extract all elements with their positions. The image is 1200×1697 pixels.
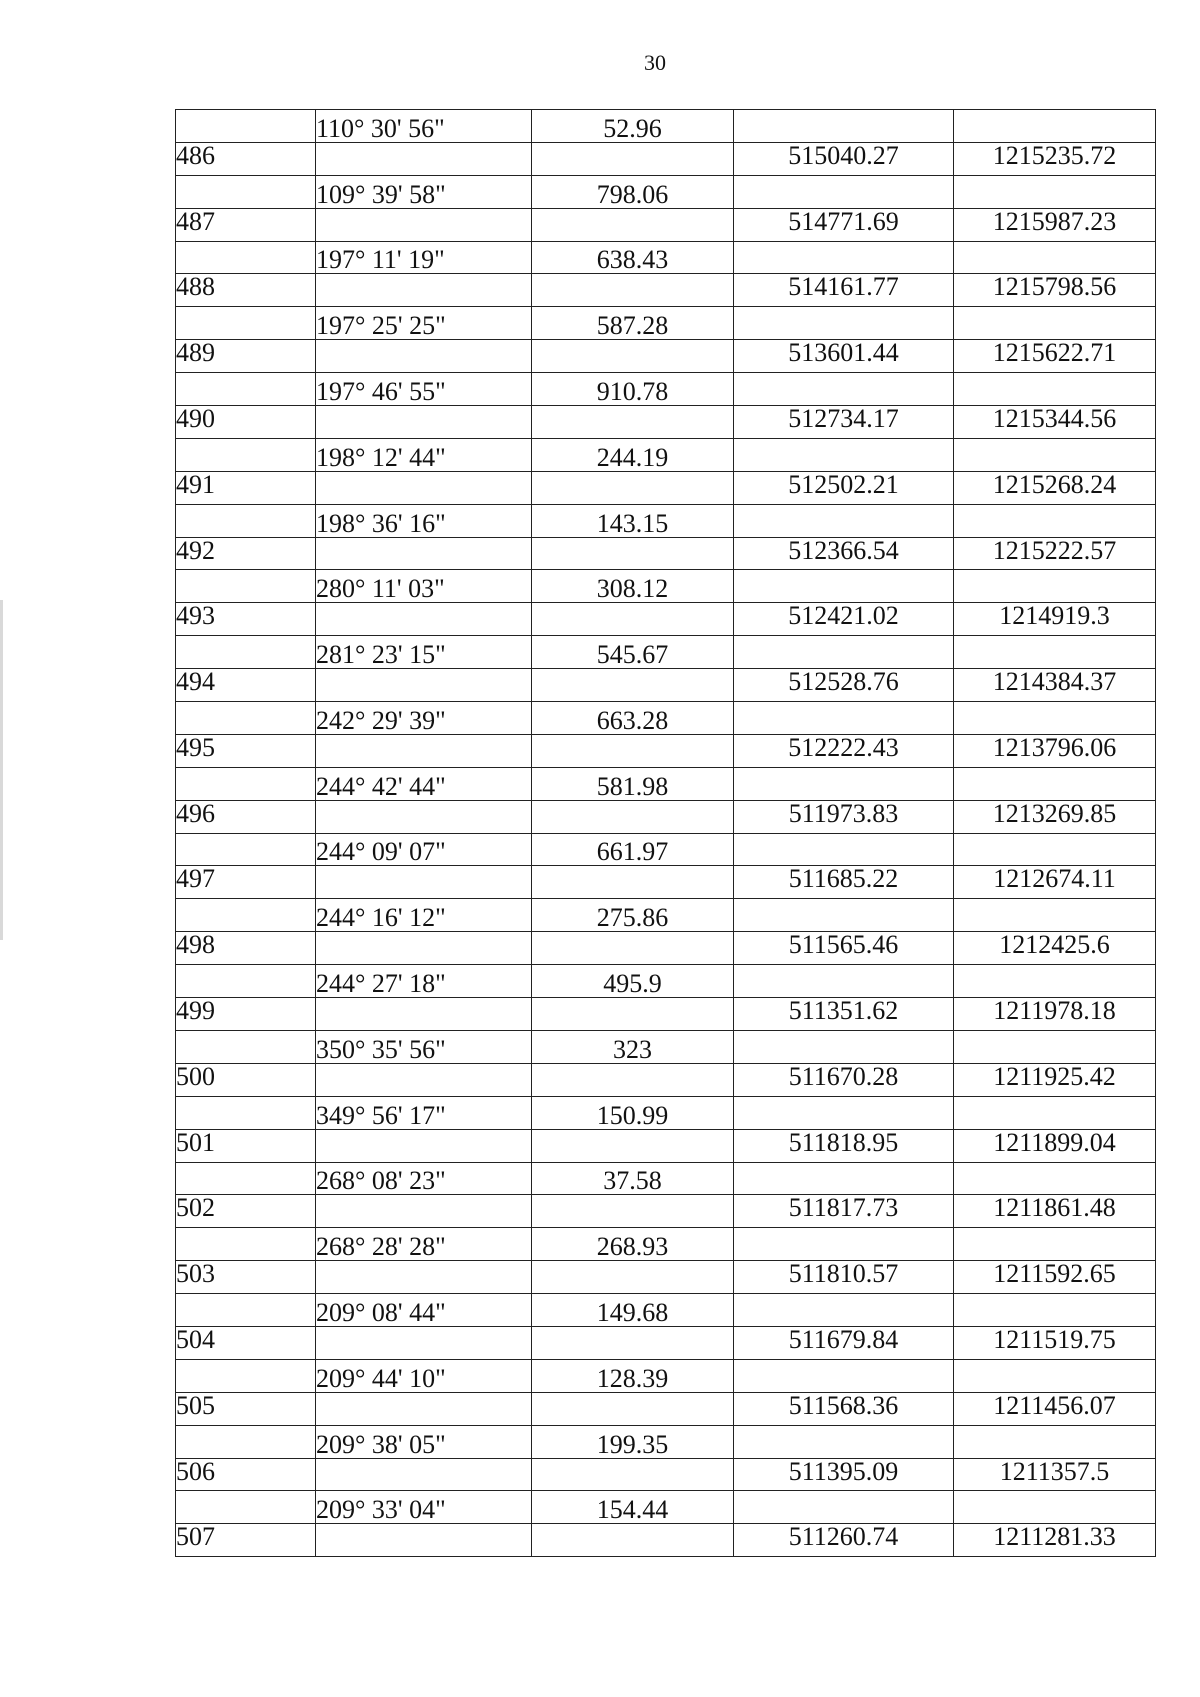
- coordinate-table: [175, 109, 1156, 1557]
- northing-cell: [734, 636, 954, 669]
- northing-cell: [734, 1096, 954, 1129]
- point-row: [176, 603, 1156, 636]
- bearing-cell: 268° 08' 23": [316, 1162, 532, 1195]
- segment-row: [176, 899, 1156, 932]
- bearing-cell: [316, 537, 532, 570]
- northing-cell: [734, 110, 954, 143]
- segment-row: [176, 965, 1156, 998]
- segment-row: [176, 767, 1156, 800]
- segment-row: [176, 175, 1156, 208]
- northing-cell: 511568.36: [734, 1392, 954, 1425]
- northing-cell: [734, 965, 954, 998]
- northing-cell: [734, 241, 954, 274]
- segment-row: [176, 241, 1156, 274]
- point-id-cell: 495: [176, 734, 316, 767]
- bearing-cell: 281° 23' 15": [316, 636, 532, 669]
- northing-cell: [734, 307, 954, 340]
- northing-cell: 514771.69: [734, 208, 954, 241]
- page-number: 30: [644, 50, 666, 75]
- distance-cell: 581.98: [532, 767, 734, 800]
- point-id-cell: [176, 899, 316, 932]
- northing-cell: 512502.21: [734, 471, 954, 504]
- distance-cell: [532, 1261, 734, 1294]
- point-id-cell: [176, 504, 316, 537]
- easting-cell: 1214919.3: [954, 603, 1156, 636]
- distance-cell: [532, 406, 734, 439]
- point-id-cell: 498: [176, 932, 316, 965]
- bearing-cell: [316, 471, 532, 504]
- point-id-cell: 505: [176, 1392, 316, 1425]
- point-row: [176, 340, 1156, 373]
- distance-cell: 143.15: [532, 504, 734, 537]
- northing-cell: 511565.46: [734, 932, 954, 965]
- segment-row: [176, 1228, 1156, 1261]
- distance-cell: [532, 537, 734, 570]
- point-id-cell: 499: [176, 998, 316, 1031]
- easting-cell: [954, 110, 1156, 143]
- point-id-cell: 502: [176, 1195, 316, 1228]
- point-id-cell: 493: [176, 603, 316, 636]
- point-row: [176, 998, 1156, 1031]
- distance-cell: 661.97: [532, 833, 734, 866]
- bearing-cell: 349° 56' 17": [316, 1096, 532, 1129]
- bearing-cell: [316, 1326, 532, 1359]
- northing-cell: [734, 175, 954, 208]
- easting-cell: [954, 702, 1156, 735]
- distance-cell: 37.58: [532, 1162, 734, 1195]
- segment-row: [176, 1030, 1156, 1063]
- distance-cell: 910.78: [532, 373, 734, 406]
- distance-cell: 275.86: [532, 899, 734, 932]
- easting-cell: 1212425.6: [954, 932, 1156, 965]
- point-id-cell: [176, 965, 316, 998]
- bearing-cell: [316, 340, 532, 373]
- easting-cell: 1211978.18: [954, 998, 1156, 1031]
- northing-cell: [734, 1425, 954, 1458]
- easting-cell: 1215235.72: [954, 142, 1156, 175]
- point-id-cell: [176, 1359, 316, 1392]
- bearing-cell: 268° 28' 28": [316, 1228, 532, 1261]
- northing-cell: 513601.44: [734, 340, 954, 373]
- point-id-cell: [176, 1162, 316, 1195]
- segment-row: [176, 110, 1156, 143]
- point-row: [176, 866, 1156, 899]
- distance-cell: 154.44: [532, 1491, 734, 1524]
- point-id-cell: [176, 1030, 316, 1063]
- distance-cell: [532, 603, 734, 636]
- northing-cell: [734, 1030, 954, 1063]
- easting-cell: [954, 767, 1156, 800]
- easting-cell: 1211357.5: [954, 1458, 1156, 1491]
- northing-cell: 511685.22: [734, 866, 954, 899]
- point-id-cell: 497: [176, 866, 316, 899]
- easting-cell: [954, 899, 1156, 932]
- point-row: [176, 208, 1156, 241]
- segment-row: [176, 307, 1156, 340]
- bearing-cell: 244° 27' 18": [316, 965, 532, 998]
- distance-cell: 495.9: [532, 965, 734, 998]
- bearing-cell: 110° 30' 56": [316, 110, 532, 143]
- point-id-cell: 486: [176, 142, 316, 175]
- bearing-cell: 209° 33' 04": [316, 1491, 532, 1524]
- bearing-cell: 197° 46' 55": [316, 373, 532, 406]
- northing-cell: [734, 1294, 954, 1327]
- distance-cell: 587.28: [532, 307, 734, 340]
- bearing-cell: [316, 1129, 532, 1162]
- bearing-cell: [316, 1458, 532, 1491]
- point-id-cell: [176, 1228, 316, 1261]
- distance-cell: [532, 208, 734, 241]
- distance-cell: 149.68: [532, 1294, 734, 1327]
- bearing-cell: 280° 11' 03": [316, 570, 532, 603]
- northing-cell: [734, 373, 954, 406]
- northing-cell: 512222.43: [734, 734, 954, 767]
- point-row: [176, 734, 1156, 767]
- easting-cell: 1212674.11: [954, 866, 1156, 899]
- easting-cell: 1215622.71: [954, 340, 1156, 373]
- segment-row: [176, 1359, 1156, 1392]
- northing-cell: 512528.76: [734, 669, 954, 702]
- northing-cell: 511973.83: [734, 800, 954, 833]
- easting-cell: 1215987.23: [954, 208, 1156, 241]
- bearing-cell: [316, 1392, 532, 1425]
- distance-cell: 199.35: [532, 1425, 734, 1458]
- scan-edge-mark: [0, 600, 3, 940]
- easting-cell: [954, 1228, 1156, 1261]
- distance-cell: [532, 998, 734, 1031]
- northing-cell: [734, 504, 954, 537]
- point-row: [176, 142, 1156, 175]
- segment-row: [176, 1294, 1156, 1327]
- point-id-cell: 503: [176, 1261, 316, 1294]
- easting-cell: [954, 175, 1156, 208]
- point-id-cell: [176, 636, 316, 669]
- segment-row: [176, 1425, 1156, 1458]
- point-id-cell: [176, 570, 316, 603]
- point-row: [176, 1195, 1156, 1228]
- easting-cell: 1211861.48: [954, 1195, 1156, 1228]
- bearing-cell: [316, 998, 532, 1031]
- bearing-cell: 197° 11' 19": [316, 241, 532, 274]
- segment-row: [176, 1491, 1156, 1524]
- northing-cell: [734, 767, 954, 800]
- point-id-cell: 488: [176, 274, 316, 307]
- point-id-cell: 489: [176, 340, 316, 373]
- point-row: [176, 1326, 1156, 1359]
- bearing-cell: 244° 42' 44": [316, 767, 532, 800]
- easting-cell: 1213269.85: [954, 800, 1156, 833]
- bearing-cell: [316, 406, 532, 439]
- northing-cell: [734, 1359, 954, 1392]
- northing-cell: [734, 1162, 954, 1195]
- point-id-cell: 492: [176, 537, 316, 570]
- bearing-cell: 198° 36' 16": [316, 504, 532, 537]
- easting-cell: [954, 241, 1156, 274]
- distance-cell: 244.19: [532, 438, 734, 471]
- point-id-cell: [176, 110, 316, 143]
- point-row: [176, 1261, 1156, 1294]
- distance-cell: [532, 1129, 734, 1162]
- distance-cell: [532, 734, 734, 767]
- northing-cell: 511679.84: [734, 1326, 954, 1359]
- point-id-cell: [176, 1491, 316, 1524]
- northing-cell: 511260.74: [734, 1524, 954, 1557]
- distance-cell: 308.12: [532, 570, 734, 603]
- bearing-cell: [316, 1195, 532, 1228]
- distance-cell: 638.43: [532, 241, 734, 274]
- point-row: [176, 1524, 1156, 1557]
- distance-cell: 150.99: [532, 1096, 734, 1129]
- easting-cell: [954, 373, 1156, 406]
- easting-cell: [954, 1096, 1156, 1129]
- bearing-cell: 350° 35' 56": [316, 1030, 532, 1063]
- point-row: [176, 406, 1156, 439]
- easting-cell: [954, 833, 1156, 866]
- bearing-cell: [316, 932, 532, 965]
- segment-row: [176, 438, 1156, 471]
- northing-cell: 514161.77: [734, 274, 954, 307]
- easting-cell: 1215798.56: [954, 274, 1156, 307]
- distance-cell: [532, 669, 734, 702]
- northing-cell: 511351.62: [734, 998, 954, 1031]
- easting-cell: [954, 504, 1156, 537]
- northing-cell: [734, 1491, 954, 1524]
- distance-cell: [532, 142, 734, 175]
- distance-cell: [532, 1524, 734, 1557]
- point-id-cell: 507: [176, 1524, 316, 1557]
- easting-cell: 1214384.37: [954, 669, 1156, 702]
- bearing-cell: [316, 734, 532, 767]
- northing-cell: [734, 899, 954, 932]
- bearing-cell: [316, 1063, 532, 1096]
- segment-row: [176, 570, 1156, 603]
- distance-cell: [532, 1063, 734, 1096]
- easting-cell: [954, 570, 1156, 603]
- segment-row: [176, 373, 1156, 406]
- point-id-cell: [176, 1294, 316, 1327]
- point-id-cell: [176, 373, 316, 406]
- point-row: [176, 669, 1156, 702]
- point-row: [176, 1392, 1156, 1425]
- easting-cell: 1215222.57: [954, 537, 1156, 570]
- distance-cell: [532, 340, 734, 373]
- point-row: [176, 1129, 1156, 1162]
- distance-cell: [532, 1392, 734, 1425]
- point-row: [176, 274, 1156, 307]
- bearing-cell: [316, 208, 532, 241]
- easting-cell: 1211519.75: [954, 1326, 1156, 1359]
- easting-cell: [954, 1425, 1156, 1458]
- point-id-cell: 500: [176, 1063, 316, 1096]
- easting-cell: [954, 1030, 1156, 1063]
- point-id-cell: [176, 241, 316, 274]
- segment-row: [176, 1162, 1156, 1195]
- point-row: [176, 471, 1156, 504]
- distance-cell: 52.96: [532, 110, 734, 143]
- easting-cell: [954, 965, 1156, 998]
- northing-cell: [734, 570, 954, 603]
- easting-cell: 1215344.56: [954, 406, 1156, 439]
- point-row: [176, 1458, 1156, 1491]
- distance-cell: [532, 1195, 734, 1228]
- northing-cell: 512366.54: [734, 537, 954, 570]
- northing-cell: 511818.95: [734, 1129, 954, 1162]
- bearing-cell: [316, 800, 532, 833]
- easting-cell: [954, 1294, 1156, 1327]
- northing-cell: 512421.02: [734, 603, 954, 636]
- point-id-cell: [176, 833, 316, 866]
- bearing-cell: [316, 866, 532, 899]
- distance-cell: 545.67: [532, 636, 734, 669]
- bearing-cell: 109° 39' 58": [316, 175, 532, 208]
- northing-cell: [734, 702, 954, 735]
- point-id-cell: [176, 1425, 316, 1458]
- point-id-cell: 496: [176, 800, 316, 833]
- point-id-cell: 491: [176, 471, 316, 504]
- distance-cell: [532, 800, 734, 833]
- distance-cell: [532, 274, 734, 307]
- segment-row: [176, 702, 1156, 735]
- distance-cell: [532, 1458, 734, 1491]
- distance-cell: [532, 932, 734, 965]
- point-id-cell: [176, 175, 316, 208]
- northing-cell: 511395.09: [734, 1458, 954, 1491]
- point-id-cell: 504: [176, 1326, 316, 1359]
- easting-cell: [954, 636, 1156, 669]
- distance-cell: 663.28: [532, 702, 734, 735]
- bearing-cell: 242° 29' 39": [316, 702, 532, 735]
- easting-cell: 1211456.07: [954, 1392, 1156, 1425]
- bearing-cell: [316, 603, 532, 636]
- distance-cell: [532, 471, 734, 504]
- easting-cell: 1211281.33: [954, 1524, 1156, 1557]
- easting-cell: [954, 1359, 1156, 1392]
- point-row: [176, 537, 1156, 570]
- point-id-cell: [176, 307, 316, 340]
- bearing-cell: [316, 1261, 532, 1294]
- easting-cell: 1211925.42: [954, 1063, 1156, 1096]
- bearing-cell: [316, 669, 532, 702]
- easting-cell: [954, 1491, 1156, 1524]
- point-id-cell: 501: [176, 1129, 316, 1162]
- northing-cell: [734, 1228, 954, 1261]
- bearing-cell: 244° 16' 12": [316, 899, 532, 932]
- distance-cell: 323: [532, 1030, 734, 1063]
- point-id-cell: 487: [176, 208, 316, 241]
- easting-cell: 1211592.65: [954, 1261, 1156, 1294]
- point-id-cell: [176, 767, 316, 800]
- bearing-cell: 209° 44' 10": [316, 1359, 532, 1392]
- point-id-cell: 490: [176, 406, 316, 439]
- northing-cell: [734, 438, 954, 471]
- point-row: [176, 800, 1156, 833]
- coordinate-table-body: [176, 110, 1156, 1557]
- distance-cell: [532, 1326, 734, 1359]
- point-row: [176, 932, 1156, 965]
- segment-row: [176, 1096, 1156, 1129]
- bearing-cell: [316, 142, 532, 175]
- segment-row: [176, 504, 1156, 537]
- easting-cell: 1213796.06: [954, 734, 1156, 767]
- point-id-cell: 506: [176, 1458, 316, 1491]
- easting-cell: [954, 1162, 1156, 1195]
- distance-cell: 128.39: [532, 1359, 734, 1392]
- bearing-cell: 198° 12' 44": [316, 438, 532, 471]
- segment-row: [176, 636, 1156, 669]
- bearing-cell: 209° 08' 44": [316, 1294, 532, 1327]
- segment-row: [176, 833, 1156, 866]
- northing-cell: [734, 833, 954, 866]
- bearing-cell: 209° 38' 05": [316, 1425, 532, 1458]
- northing-cell: 511670.28: [734, 1063, 954, 1096]
- easting-cell: 1215268.24: [954, 471, 1156, 504]
- easting-cell: [954, 307, 1156, 340]
- distance-cell: [532, 866, 734, 899]
- point-id-cell: [176, 438, 316, 471]
- northing-cell: 511810.57: [734, 1261, 954, 1294]
- northing-cell: 511817.73: [734, 1195, 954, 1228]
- bearing-cell: 244° 09' 07": [316, 833, 532, 866]
- point-id-cell: 494: [176, 669, 316, 702]
- northing-cell: 515040.27: [734, 142, 954, 175]
- distance-cell: 798.06: [532, 175, 734, 208]
- easting-cell: 1211899.04: [954, 1129, 1156, 1162]
- point-row: [176, 1063, 1156, 1096]
- point-id-cell: [176, 702, 316, 735]
- northing-cell: 512734.17: [734, 406, 954, 439]
- bearing-cell: [316, 274, 532, 307]
- distance-cell: 268.93: [532, 1228, 734, 1261]
- easting-cell: [954, 438, 1156, 471]
- bearing-cell: [316, 1524, 532, 1557]
- bearing-cell: 197° 25' 25": [316, 307, 532, 340]
- point-id-cell: [176, 1096, 316, 1129]
